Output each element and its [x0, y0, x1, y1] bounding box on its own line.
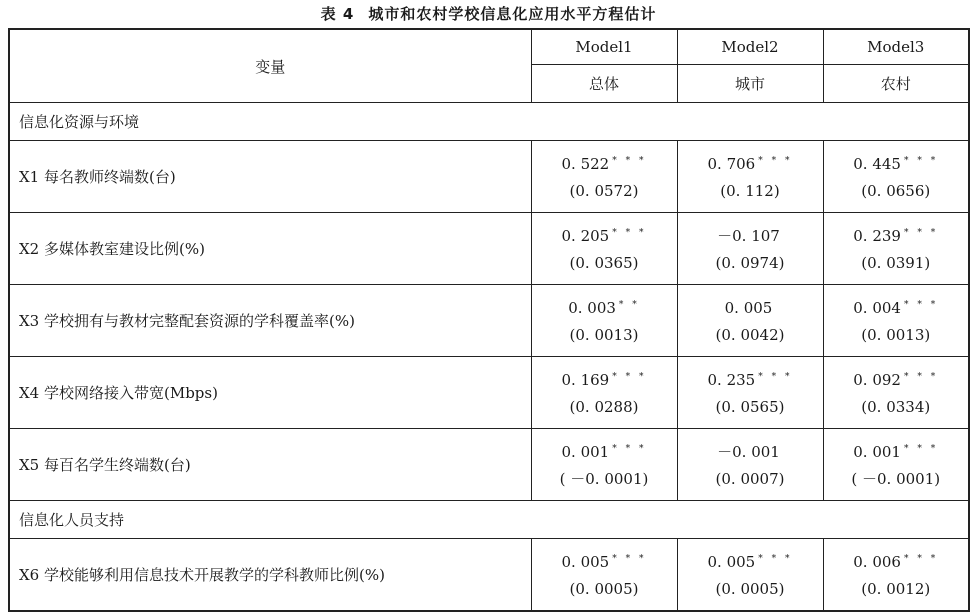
coefficient-value: 0. 706 [707, 155, 756, 173]
section-row [9, 103, 969, 141]
variable-label: X2 多媒体教室建设比例(%) [9, 213, 531, 285]
standard-error: (0. 0365) [569, 254, 639, 272]
significance-stars: * * * [903, 444, 939, 454]
model-name-header: Model1 [531, 29, 677, 65]
coefficient-line [678, 220, 823, 250]
section-title: 信息化人员支持 [9, 501, 969, 539]
estimate-cell [823, 429, 969, 501]
significance-stars: * * * [612, 554, 647, 564]
coefficient-value: 0. 522 [561, 155, 610, 173]
coefficient-value: 0. 001 [561, 443, 610, 461]
significance-stars: * * * [612, 444, 647, 454]
standard-error: ( －0. 0001) [851, 470, 941, 488]
section-row [9, 501, 969, 539]
variable-label: X6 学校能够利用信息技术开展教学的学科教师比例(%) [9, 539, 531, 612]
standard-error: (0. 0565) [715, 398, 785, 416]
sample-header: 总体 [531, 65, 677, 103]
table-row [9, 285, 969, 357]
model-name-header: Model2 [677, 29, 823, 65]
section-title: 信息化资源与环境 [9, 103, 969, 141]
significance-stars: * * * [612, 156, 647, 166]
estimate-cell [677, 285, 823, 357]
coefficient-line [824, 364, 969, 394]
estimate-cell [677, 357, 823, 429]
table-row [9, 429, 969, 501]
standard-error: (0. 0013) [861, 326, 931, 344]
standard-error: (0. 0005) [715, 580, 785, 598]
variable-label: X4 学校网络接入带宽(Mbps) [9, 357, 531, 429]
significance-stars: * * [618, 300, 640, 310]
coefficient-value: －0. 001 [717, 443, 780, 461]
estimate-cell [531, 429, 677, 501]
significance-stars: * * * [903, 156, 939, 166]
coefficient-value: 0. 005 [707, 553, 756, 571]
coefficient-line [824, 292, 969, 322]
model-name-header: Model3 [823, 29, 969, 65]
standard-error: (0. 0012) [861, 580, 931, 598]
coefficient-line [678, 292, 823, 322]
estimate-cell [823, 539, 969, 612]
significance-stars: * * * [612, 372, 647, 382]
table-row [9, 357, 969, 429]
coefficient-line [532, 546, 677, 576]
coefficient-value: 0. 003 [568, 299, 616, 317]
estimate-cell [677, 429, 823, 501]
table-caption [0, 0, 977, 28]
coefficient-value: 0. 005 [561, 553, 610, 571]
coefficient-value: 0. 169 [561, 371, 610, 389]
estimate-cell [531, 357, 677, 429]
standard-error: (0. 0974) [715, 254, 785, 272]
standard-error: (0. 0656) [861, 182, 931, 200]
standard-error: (0. 0013) [569, 326, 639, 344]
coefficient-line [532, 148, 677, 178]
variable-label: X5 每百名学生终端数(台) [9, 429, 531, 501]
standard-error: ( －0. 0001) [559, 470, 649, 488]
significance-stars: * * * [903, 228, 939, 238]
coefficient-line [824, 148, 969, 178]
estimate-cell [531, 141, 677, 213]
variable-header: 变量 [9, 29, 531, 103]
table-row [9, 213, 969, 285]
standard-error: (0. 112) [720, 182, 780, 200]
coefficient-line [532, 220, 677, 250]
coefficient-value: 0. 205 [561, 227, 610, 245]
coefficient-value: －0. 107 [717, 227, 780, 245]
standard-error: (0. 0005) [569, 580, 639, 598]
estimate-cell [531, 285, 677, 357]
coefficient-value: 0. 092 [853, 371, 901, 389]
estimate-cell [823, 141, 969, 213]
coefficient-value: 0. 235 [707, 371, 756, 389]
coefficient-line [678, 436, 823, 466]
coefficient-value: 0. 005 [724, 299, 773, 317]
estimate-cell [677, 213, 823, 285]
coefficient-line [824, 220, 969, 250]
estimate-cell [677, 539, 823, 612]
coefficient-value: 0. 004 [853, 299, 901, 317]
significance-stars: * * * [612, 228, 647, 238]
standard-error: (0. 0391) [861, 254, 931, 272]
coefficient-line [824, 546, 969, 576]
standard-error: (0. 0007) [715, 470, 785, 488]
significance-stars: * * * [758, 554, 793, 564]
table-row [9, 539, 969, 612]
estimate-cell [531, 213, 677, 285]
significance-stars: * * * [758, 372, 793, 382]
estimate-cell [823, 213, 969, 285]
coefficient-value: 0. 239 [853, 227, 901, 245]
coefficient-line [532, 292, 677, 322]
coefficient-line [678, 364, 823, 394]
table-title: 城市和农村学校信息化应用水平方程估计 [368, 5, 657, 23]
standard-error: (0. 0288) [569, 398, 639, 416]
coefficient-line [824, 436, 969, 466]
coefficient-line [532, 364, 677, 394]
estimate-cell [823, 285, 969, 357]
coefficient-value: 0. 006 [853, 553, 901, 571]
estimate-cell [677, 141, 823, 213]
sample-header: 城市 [677, 65, 823, 103]
standard-error: (0. 0042) [715, 326, 785, 344]
table-row [9, 141, 969, 213]
coefficient-value: 0. 445 [853, 155, 901, 173]
significance-stars: * * * [903, 554, 939, 564]
standard-error: (0. 0572) [569, 182, 639, 200]
coefficient-value: 0. 001 [853, 443, 901, 461]
estimate-cell [823, 357, 969, 429]
header-row [9, 29, 969, 65]
variable-label: X3 学校拥有与教材完整配套资源的学科覆盖率(%) [9, 285, 531, 357]
standard-error: (0. 0334) [861, 398, 931, 416]
sample-header: 农村 [823, 65, 969, 103]
estimate-cell [531, 539, 677, 612]
coefficient-line [678, 546, 823, 576]
coefficient-line [532, 436, 677, 466]
significance-stars: * * * [758, 156, 793, 166]
table-number: 表 4 [320, 5, 355, 23]
significance-stars: * * * [903, 372, 939, 382]
coefficient-line [678, 148, 823, 178]
significance-stars: * * * [903, 300, 939, 310]
regression-table [8, 28, 970, 612]
variable-label: X1 每名教师终端数(台) [9, 141, 531, 213]
